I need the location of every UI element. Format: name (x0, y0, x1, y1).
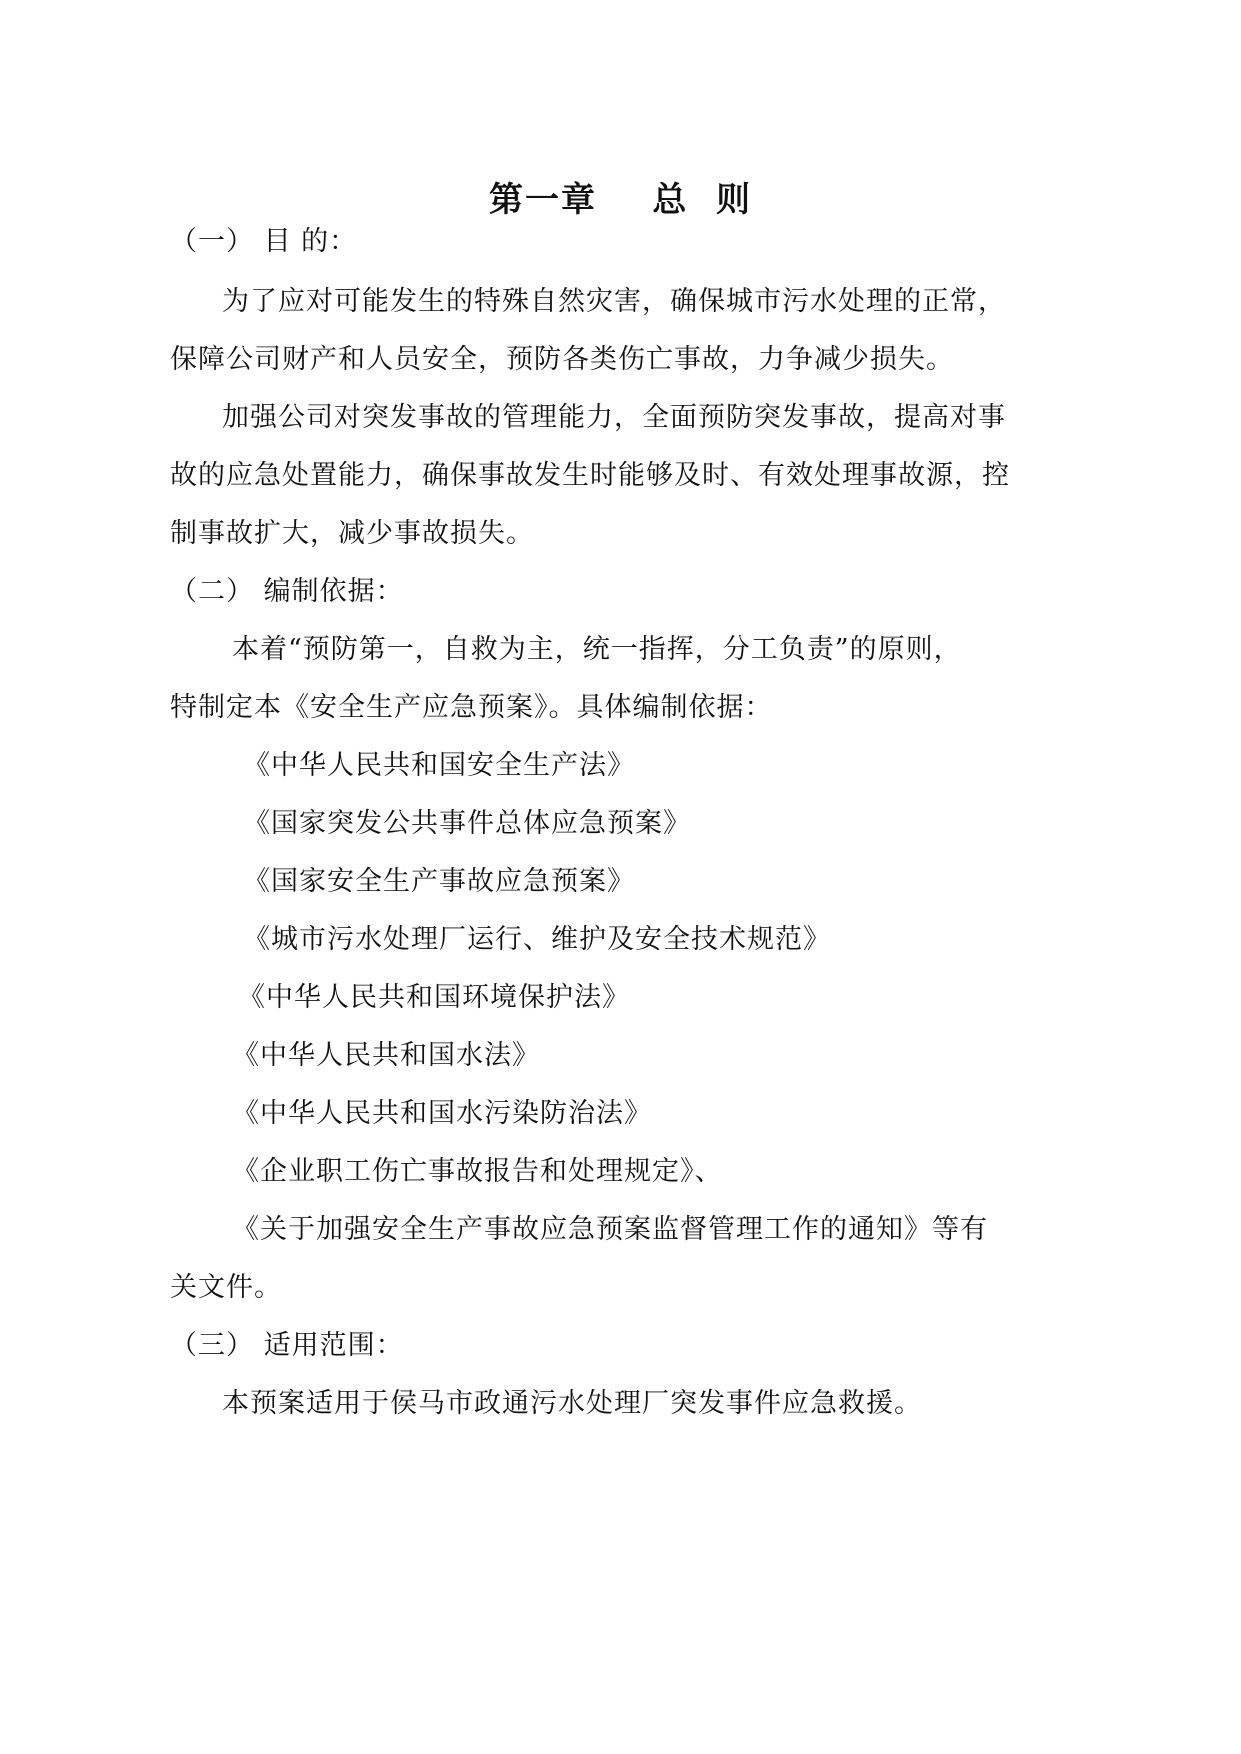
paragraph-line: 保障公司财产和人员安全，预防各类伤亡事故，力争减少损失。 (170, 344, 954, 375)
reference-item: 《国家安全生产事故应急预案》 (243, 866, 635, 897)
reference-item: 《关于加强安全生产事故应急预案监督管理工作的通知》等有 (232, 1214, 988, 1245)
paragraph-line: 故的应急处置能力，确保事故发生时能够及时、有效处理事故源，控 (170, 460, 1010, 491)
reference-item: 《国家突发公共事件总体应急预案》 (243, 808, 691, 839)
reference-item: 《中华人民共和国水污染防治法》 (232, 1098, 652, 1129)
reference-item: 《企业职工伤亡事故报告和处理规定》、 (232, 1156, 723, 1187)
reference-item: 《中华人民共和国安全生产法》 (243, 750, 635, 781)
paragraph-line: 为了应对可能发生的特殊自然灾害，确保城市污水处理的正常， (222, 286, 1006, 317)
reference-item: 《中华人民共和国环境保护法》 (238, 982, 630, 1013)
paragraph-line: 特制定本《安全生产应急预案》。具体编制依据： (170, 692, 773, 723)
paragraph-line: 本着“预防第一，自救为主，统一指挥，分工负责”的原则， (232, 634, 962, 665)
paragraph-line: 制事故扩大，减少事故损失。 (170, 518, 534, 549)
reference-item: 《中华人民共和国水法》 (232, 1040, 540, 1071)
section-heading-scope: （三） 适用范围： (170, 1330, 404, 1361)
paragraph-line: 加强公司对突发事故的管理能力，全面预防突发事故，提高对事 (222, 402, 1006, 433)
paragraph-line: 本预案适用于侯马市政通污水处理厂突发事件应急救援。 (222, 1388, 922, 1419)
section-heading-purpose: （一） 目 的： (170, 226, 358, 257)
paragraph-line: 关文件。 (170, 1272, 282, 1303)
reference-item: 《城市污水处理厂运行、维护及安全技术规范》 (243, 924, 831, 955)
chapter-title: 第一章 总 则 (488, 180, 753, 220)
section-heading-basis: （二） 编制依据： (170, 576, 404, 607)
